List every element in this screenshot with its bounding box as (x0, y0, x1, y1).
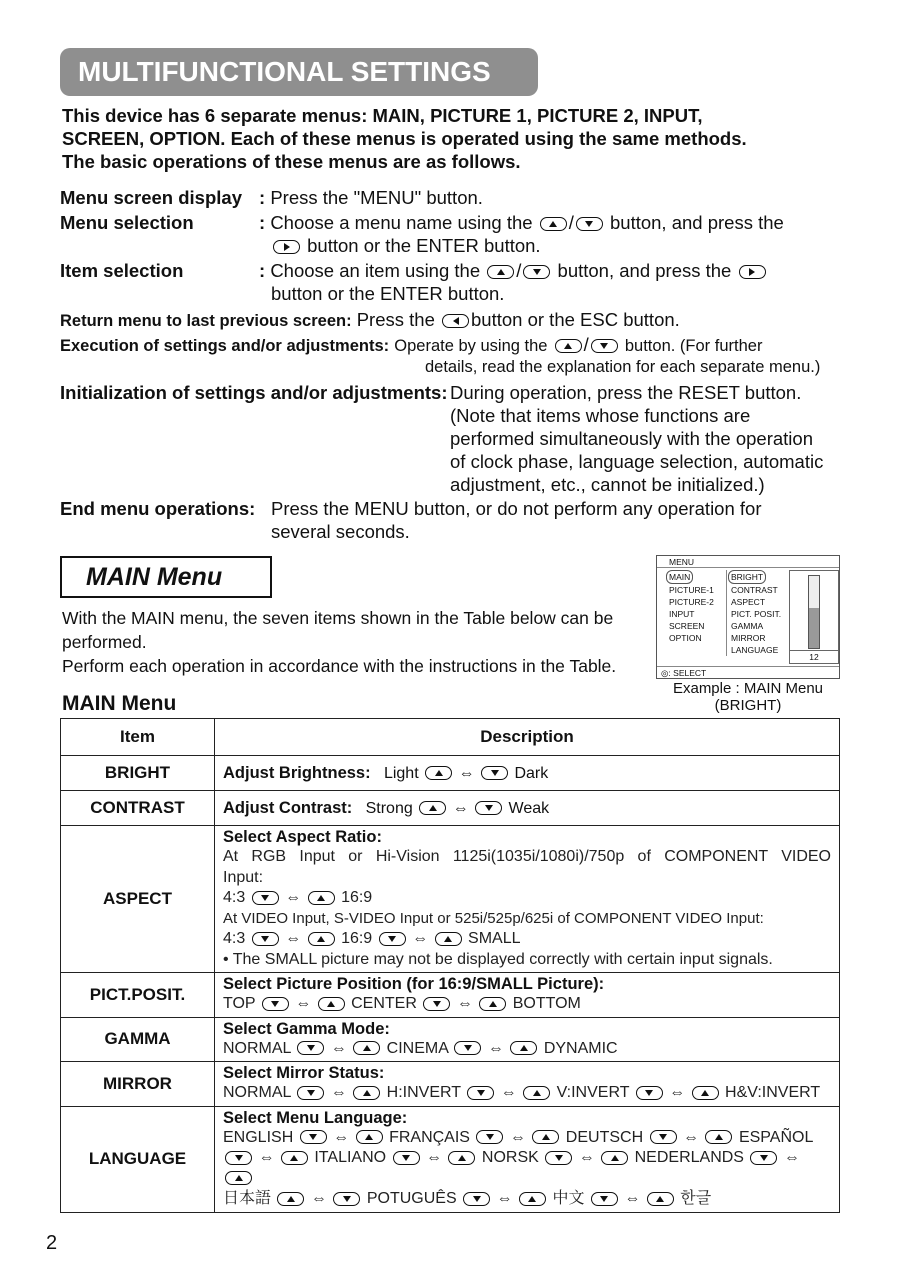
desc-text: H:INVERT (386, 1084, 461, 1101)
item-cell: CONTRAST (61, 791, 215, 826)
sep: ⇔ (333, 1128, 350, 1146)
up-arrow-button-icon (555, 339, 582, 353)
op-label: End menu operations: (60, 498, 256, 519)
col-item-header: Item (61, 719, 215, 756)
up-arrow-button-icon (318, 997, 345, 1011)
menu-item: MAIN (666, 570, 693, 584)
op-init (60, 381, 448, 404)
up-arrow-button-icon (540, 217, 567, 231)
down-arrow-button-icon (481, 766, 508, 780)
desc-line (223, 929, 831, 950)
up-arrow-button-icon (419, 801, 446, 815)
menu-item: INPUT (669, 609, 695, 619)
op-text: Press the "MENU" button. (270, 187, 483, 208)
down-arrow-button-icon (333, 1192, 360, 1206)
desc-line (223, 994, 831, 1015)
description-cell (215, 1106, 840, 1212)
up-arrow-button-icon (519, 1192, 546, 1206)
desc-text: 4:3 (223, 889, 246, 906)
desc-text: Weak (508, 799, 550, 817)
table-row (61, 1106, 840, 1212)
down-arrow-button-icon (252, 891, 279, 905)
language-option: FRANÇAIS (389, 1128, 470, 1146)
colon: : (259, 212, 266, 233)
level-fill (809, 608, 819, 648)
op-text: button, and press the (610, 212, 784, 233)
op-text: (Note that items whose functions are (450, 405, 751, 426)
down-arrow-button-icon (225, 1151, 252, 1165)
table-title: MAIN Menu (62, 692, 177, 715)
desc-line: With the MAIN menu, the seven items shown in the Table below can be (62, 608, 614, 628)
footer-text: : SELECT (668, 668, 707, 678)
op-menu-selection-text (259, 211, 859, 257)
description-cell (215, 1062, 840, 1107)
sep: ⇔ (683, 1128, 700, 1146)
up-arrow-button-icon (308, 891, 335, 905)
op-init-text (450, 381, 870, 496)
intro-paragraph (62, 104, 862, 173)
menu-item: SCREEN (669, 621, 705, 631)
up-arrow-button-icon (353, 1086, 380, 1100)
caption-line: (BRIGHT) (714, 697, 782, 714)
op-text: performed simultaneously with the operation (450, 428, 813, 449)
select-joystick-icon: ◎ (661, 668, 669, 678)
table-row (61, 756, 840, 791)
op-label: Menu selection (60, 212, 194, 233)
language-option: NEDERLANDS (634, 1149, 744, 1166)
left-arrow-button-icon (442, 314, 469, 328)
op-text: button or the ENTER button. (271, 283, 505, 304)
menu-item: ASPECT (731, 597, 766, 607)
op-text: During operation, press the RESET button. (450, 382, 802, 403)
language-option: ESPAÑOL (738, 1128, 814, 1146)
sep: ⇔ (669, 1084, 686, 1101)
sep: ⇔ (500, 1084, 517, 1101)
description-cell (215, 1017, 840, 1062)
desc-text: Input: (223, 868, 264, 886)
down-arrow-button-icon (297, 1041, 324, 1055)
table-row (61, 1017, 840, 1062)
desc-text: NORMAL (223, 1039, 291, 1057)
up-arrow-button-icon (510, 1041, 537, 1055)
op-text: Choose an item using the (270, 260, 481, 281)
op-text: Choose a menu name using the (270, 212, 533, 233)
op-label: Execution of settings and/or adjustments: (60, 337, 390, 355)
table-row (61, 973, 840, 1018)
down-arrow-button-icon (454, 1041, 481, 1055)
language-option: POTUGUÊS (366, 1190, 457, 1207)
up-arrow-button-icon (479, 997, 506, 1011)
slash: / (568, 212, 574, 233)
main-menu-description (62, 606, 622, 678)
up-arrow-button-icon (705, 1130, 732, 1144)
desc-heading: Select Menu Language: (223, 1108, 408, 1127)
op-text: button. (For further (624, 337, 763, 355)
up-arrow-button-icon (308, 932, 335, 946)
menu-item: OPTION (669, 633, 702, 643)
desc-heading: Select Gamma Mode: (223, 1019, 390, 1038)
intro-line: This device has 6 separate menus: MAIN, PICTURE 1, PICTURE 2, INPUT, (62, 105, 703, 126)
desc-text: 4:3 (223, 930, 246, 947)
table-row (61, 826, 840, 973)
sep: ⇔ (458, 764, 475, 782)
language-option: DEUTSCH (565, 1128, 644, 1146)
menu-item: CONTRAST (731, 585, 778, 595)
language-option: 中文 (552, 1190, 585, 1207)
desc-text: At RGB Input or Hi-Vision 1125i(1035i/1080i)/750p of COMPONENT VIDEO (223, 848, 831, 865)
desc-text: At VIDEO Input, S-VIDEO Input or 525i/525p/625i of COMPONENT VIDEO Input: (223, 909, 764, 927)
down-arrow-button-icon (636, 1086, 663, 1100)
sep: ⇔ (310, 1190, 327, 1207)
example-menu-screen (656, 555, 840, 679)
menu-item: LANGUAGE (731, 645, 779, 655)
down-arrow-button-icon (475, 801, 502, 815)
language-option: 한글 (680, 1190, 712, 1207)
menu-item: GAMMA (731, 621, 764, 631)
menu-item: PICTURE-2 (669, 597, 714, 607)
desc-line: performed. (62, 632, 147, 652)
down-arrow-button-icon (393, 1151, 420, 1165)
desc-text: BOTTOM (512, 995, 581, 1012)
up-arrow-button-icon (356, 1130, 383, 1144)
menu-item: PICTURE-1 (669, 585, 714, 595)
description-cell (215, 973, 840, 1018)
menu-list-right (726, 570, 781, 656)
menu-item: BRIGHT (728, 570, 766, 584)
intro-line: SCREEN, OPTION. Each of these menus is operated using the same methods. (62, 128, 747, 149)
op-item-selection-text (259, 259, 859, 305)
menu-header: MENU (657, 556, 839, 568)
sep: ⇔ (412, 930, 429, 947)
desc-text: H&V:INVERT (725, 1084, 821, 1101)
op-return (60, 308, 860, 333)
desc-text: 16:9 (341, 930, 373, 947)
down-arrow-button-icon (467, 1086, 494, 1100)
down-arrow-button-icon (252, 932, 279, 946)
up-arrow-button-icon (353, 1041, 380, 1055)
main-menu-heading: MAIN Menu (60, 556, 272, 598)
level-track (808, 575, 820, 649)
down-arrow-button-icon (379, 932, 406, 946)
up-arrow-button-icon (532, 1130, 559, 1144)
col-description-header: Description (215, 719, 840, 756)
op-text: several seconds. (271, 521, 410, 542)
op-text: Press the MENU button, or do not perform any operation for (271, 498, 762, 519)
desc-text: Dark (514, 764, 549, 782)
op-menu-display (60, 186, 242, 209)
desc-text: NORMAL (223, 1084, 291, 1101)
item-cell: PICT.POSIT. (61, 973, 215, 1018)
sep: ⇔ (496, 1190, 513, 1207)
op-menu-selection (60, 211, 194, 234)
caption-line: Example : MAIN Menu (672, 680, 824, 697)
sep: ⇔ (624, 1190, 641, 1207)
level-gauge (789, 570, 839, 664)
down-arrow-button-icon (545, 1151, 572, 1165)
desc-text: TOP (223, 995, 256, 1012)
desc-text: 16:9 (341, 889, 373, 906)
up-arrow-button-icon (523, 1086, 550, 1100)
op-text: Operate by using the (394, 337, 548, 355)
desc-line (223, 1128, 831, 1149)
sep: ⇔ (487, 1039, 504, 1057)
up-arrow-button-icon (487, 265, 514, 279)
op-menu-display-text (259, 186, 483, 209)
item-cell: ASPECT (61, 826, 215, 973)
description-cell (215, 791, 840, 826)
down-arrow-button-icon (523, 265, 550, 279)
down-arrow-button-icon (591, 1192, 618, 1206)
sep: ⇔ (456, 995, 473, 1012)
item-cell: GAMMA (61, 1017, 215, 1062)
op-label: Menu screen display (60, 187, 242, 208)
desc-text: • The SMALL picture may not be displayed correctly with certain input signals. (223, 950, 773, 968)
right-arrow-button-icon (739, 265, 766, 279)
desc-heading: Select Mirror Status: (223, 1064, 385, 1082)
slash: / (516, 260, 522, 281)
desc-line (223, 1148, 831, 1189)
item-cell: MIRROR (61, 1062, 215, 1107)
op-label: Return menu to last previous screen: (60, 312, 352, 330)
up-arrow-button-icon (692, 1086, 719, 1100)
sep: ⇔ (783, 1149, 800, 1166)
item-cell: BRIGHT (61, 756, 215, 791)
sep: ⇔ (509, 1128, 526, 1146)
down-arrow-button-icon (591, 339, 618, 353)
language-option: ENGLISH (223, 1128, 294, 1146)
op-text: adjustment, etc., cannot be initialized.) (450, 474, 765, 495)
op-text: button, and press the (557, 260, 732, 281)
desc-text: CINEMA (386, 1039, 449, 1057)
language-option: ITALIANO (314, 1149, 387, 1166)
desc-text: Light (383, 764, 419, 782)
desc-heading: Adjust Contrast: (223, 798, 353, 817)
slash: / (583, 334, 589, 355)
down-arrow-button-icon (463, 1192, 490, 1206)
op-execution-cont: details, read the explanation for each separate menu.) (425, 358, 821, 376)
sep: ⇔ (285, 889, 302, 906)
sep: ⇔ (330, 1084, 347, 1101)
desc-text: CENTER (351, 995, 417, 1012)
sep: ⇔ (452, 799, 469, 817)
op-text: button or the ENTER button. (307, 235, 541, 256)
desc-text: Strong (365, 799, 413, 817)
colon: : (259, 260, 266, 281)
op-end-text (271, 497, 861, 543)
language-option: 日本語 (223, 1190, 272, 1207)
op-item-selection (60, 259, 183, 282)
down-arrow-button-icon (476, 1130, 503, 1144)
desc-heading: Adjust Brightness: (223, 763, 371, 782)
table-row (61, 791, 840, 826)
sep: ⇔ (425, 1149, 442, 1166)
op-label: Item selection (60, 260, 184, 281)
desc-text: SMALL (468, 930, 521, 947)
up-arrow-button-icon (225, 1171, 252, 1185)
intro-line: The basic operations of these menus are as follows. (62, 151, 521, 172)
language-option: NORSK (481, 1149, 539, 1166)
down-arrow-button-icon (297, 1086, 324, 1100)
desc-heading: Select Picture Position (for 16:9/SMALL Picture): (223, 975, 605, 993)
main-menu-table (60, 718, 840, 1213)
level-value: 12 (790, 650, 838, 663)
up-arrow-button-icon (277, 1192, 304, 1206)
menu-list-left (669, 570, 714, 644)
description-cell (215, 756, 840, 791)
up-arrow-button-icon (448, 1151, 475, 1165)
sep: ⇔ (330, 1039, 347, 1057)
page-number: 2 (46, 1232, 58, 1254)
menu-item: MIRROR (731, 633, 766, 643)
menu-footer (657, 666, 839, 678)
desc-line (223, 1083, 831, 1104)
colon: : (259, 187, 266, 208)
down-arrow-button-icon (576, 217, 603, 231)
down-arrow-button-icon (300, 1130, 327, 1144)
item-cell: LANGUAGE (61, 1106, 215, 1212)
sep: ⇔ (258, 1149, 275, 1166)
up-arrow-button-icon (435, 932, 462, 946)
op-text: of clock phase, language selection, automatic (450, 451, 824, 472)
down-arrow-button-icon (423, 997, 450, 1011)
desc-line (223, 888, 831, 909)
sep: ⇔ (578, 1149, 595, 1166)
table-header-row (61, 719, 840, 756)
op-end (60, 497, 255, 520)
desc-line: Perform each operation in accordance with the instructions in the Table. (62, 656, 617, 676)
right-arrow-button-icon (273, 240, 300, 254)
table-row (61, 1062, 840, 1107)
down-arrow-button-icon (650, 1130, 677, 1144)
up-arrow-button-icon (425, 766, 452, 780)
op-text: Press the (356, 309, 435, 330)
sep: ⇔ (285, 930, 302, 947)
menu-item: PICT. POSIT. (731, 609, 782, 619)
up-arrow-button-icon (601, 1151, 628, 1165)
up-arrow-button-icon (647, 1192, 674, 1206)
desc-line (223, 1189, 831, 1210)
up-arrow-button-icon (281, 1151, 308, 1165)
example-caption (656, 680, 840, 714)
down-arrow-button-icon (262, 997, 289, 1011)
desc-line (223, 1039, 831, 1060)
op-text: button or the ESC button. (471, 309, 680, 330)
desc-text: V:INVERT (556, 1084, 630, 1101)
op-label: Initialization of settings and/or adjustments: (60, 382, 448, 403)
desc-heading: Select Aspect Ratio: (223, 828, 382, 846)
description-cell (215, 826, 840, 973)
desc-text: DYNAMIC (543, 1039, 618, 1057)
op-execution (60, 333, 860, 358)
sep: ⇔ (295, 995, 312, 1012)
down-arrow-button-icon (750, 1151, 777, 1165)
section-banner: MULTIFUNCTIONAL SETTINGS (60, 48, 538, 96)
